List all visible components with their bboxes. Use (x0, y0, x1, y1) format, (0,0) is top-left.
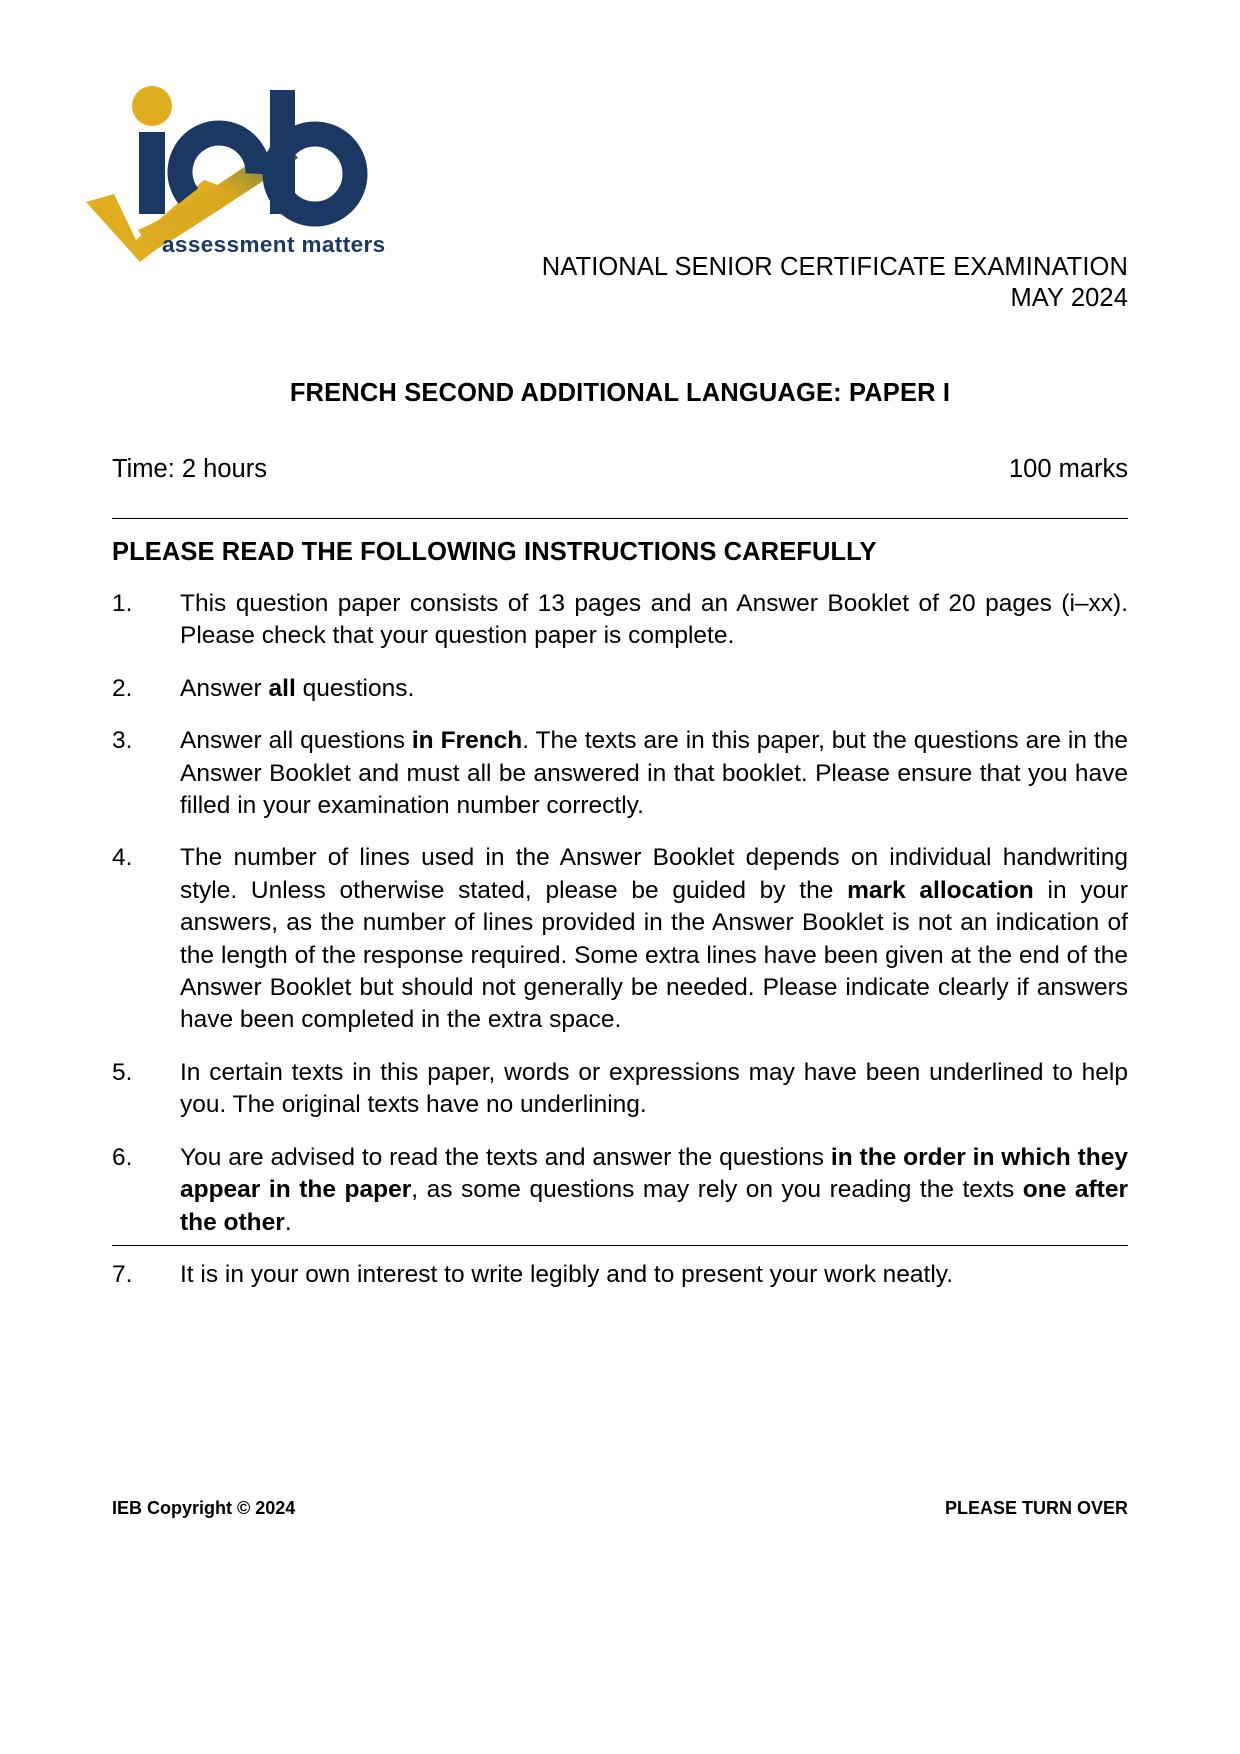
instruction-emphasis: all (268, 674, 296, 702)
instruction-run: questions. (295, 674, 415, 702)
instruction-run: , as some questions may rely on you reading the texts (411, 1176, 1023, 1204)
instruction-run: In certain texts in this paper, words or expressions may have been underlined to help you. The original texts have no underlining. (180, 1058, 1128, 1119)
instruction-number: 1. (112, 590, 133, 617)
ieb-logo (84, 62, 404, 272)
instruction-emphasis: in French (411, 727, 523, 755)
divider-bottom (112, 1245, 1128, 1246)
instruction-run: The number of lines used in the Answer Booklet depends on individual handwriting style. Unless otherwise stated, please be guided by the (180, 844, 1128, 904)
instruction-run: This question paper consists of 13 pages and an Answer Booklet of 20 pages (i–xx). Please check that your question paper is complete. (180, 590, 1128, 650)
instruction-text (180, 588, 1128, 653)
instruction-text (180, 1057, 1128, 1122)
instruction-run: Answer all questions (180, 727, 412, 755)
instruction-run: You are advised to read the texts and answer the questions (180, 1143, 831, 1171)
instruction-item (112, 1057, 1128, 1122)
logo-tagline: assessment matters (162, 232, 386, 257)
instruction-emphasis: one after the other (180, 1176, 1129, 1236)
paper-meta-row (112, 455, 1128, 484)
instruction-number: 2. (112, 674, 133, 702)
instruction-emphasis: in the order in which they appear in the paper (180, 1143, 1128, 1204)
logo-i-dot (132, 86, 172, 126)
instruction-run: . The texts are in this paper, but the questions are in the Answer Booklet and must all be answered in that booklet. Please ensure that you have filled in your examination number correctly. (180, 727, 1128, 820)
instruction-run: in your answers, as the number of lines provided in the Answer Booklet is not an indication of the length of the response required. Some extra lines have been given at the end of the Answer Booklet but should not generally be needed. Please indicate clearly if answers have been completed in the extra space. (180, 876, 1128, 1034)
instruction-run: Answer (180, 674, 269, 702)
instruction-number: 4. (112, 844, 133, 872)
exam-header-line-1: NATIONAL SENIOR CERTIFICATE EXAMINATION (541, 253, 1128, 281)
instruction-number: 3. (112, 727, 133, 755)
instruction-text (180, 673, 1128, 705)
exam-total-marks: 100 marks (1008, 455, 1128, 483)
instruction-number: 7. (112, 1260, 133, 1288)
logo-letter-i (139, 132, 165, 214)
exam-header (542, 252, 1128, 314)
instructions-heading: PLEASE READ THE FOLLOWING INSTRUCTIONS CAREFULLY (112, 538, 877, 566)
instruction-text (180, 1259, 1128, 1291)
instruction-run: It is in your own interest to write legibly and to present your work neatly. (180, 1260, 954, 1288)
instruction-number: 5. (112, 1058, 133, 1086)
footer-copyright: IEB Copyright © 2024 (112, 1498, 296, 1518)
exam-duration: Time: 2 hours (112, 455, 267, 483)
instruction-number: 6. (112, 1143, 133, 1171)
instruction-text (180, 1142, 1128, 1239)
instruction-item (112, 673, 1128, 705)
instruction-item (112, 588, 1128, 653)
instruction-item (112, 1259, 1128, 1291)
divider-top (112, 518, 1128, 519)
instruction-item (112, 842, 1128, 1036)
instruction-text (180, 842, 1128, 1036)
instruction-run: . (284, 1208, 292, 1236)
instruction-item (112, 725, 1128, 822)
paper-title: FRENCH SECOND ADDITIONAL LANGUAGE: PAPER I (289, 379, 951, 407)
instructions-list (112, 588, 1128, 1311)
logo-letter-b-bowl (275, 134, 355, 214)
footer-turn-over: PLEASE TURN OVER (944, 1498, 1128, 1518)
page-footer (112, 1498, 1128, 1519)
instruction-emphasis: mark allocation (847, 876, 1034, 904)
exam-header-line-2: MAY 2024 (1010, 284, 1128, 312)
ieb-logo-graphic (84, 62, 404, 272)
instruction-text (180, 725, 1128, 822)
instruction-item (112, 1142, 1128, 1239)
